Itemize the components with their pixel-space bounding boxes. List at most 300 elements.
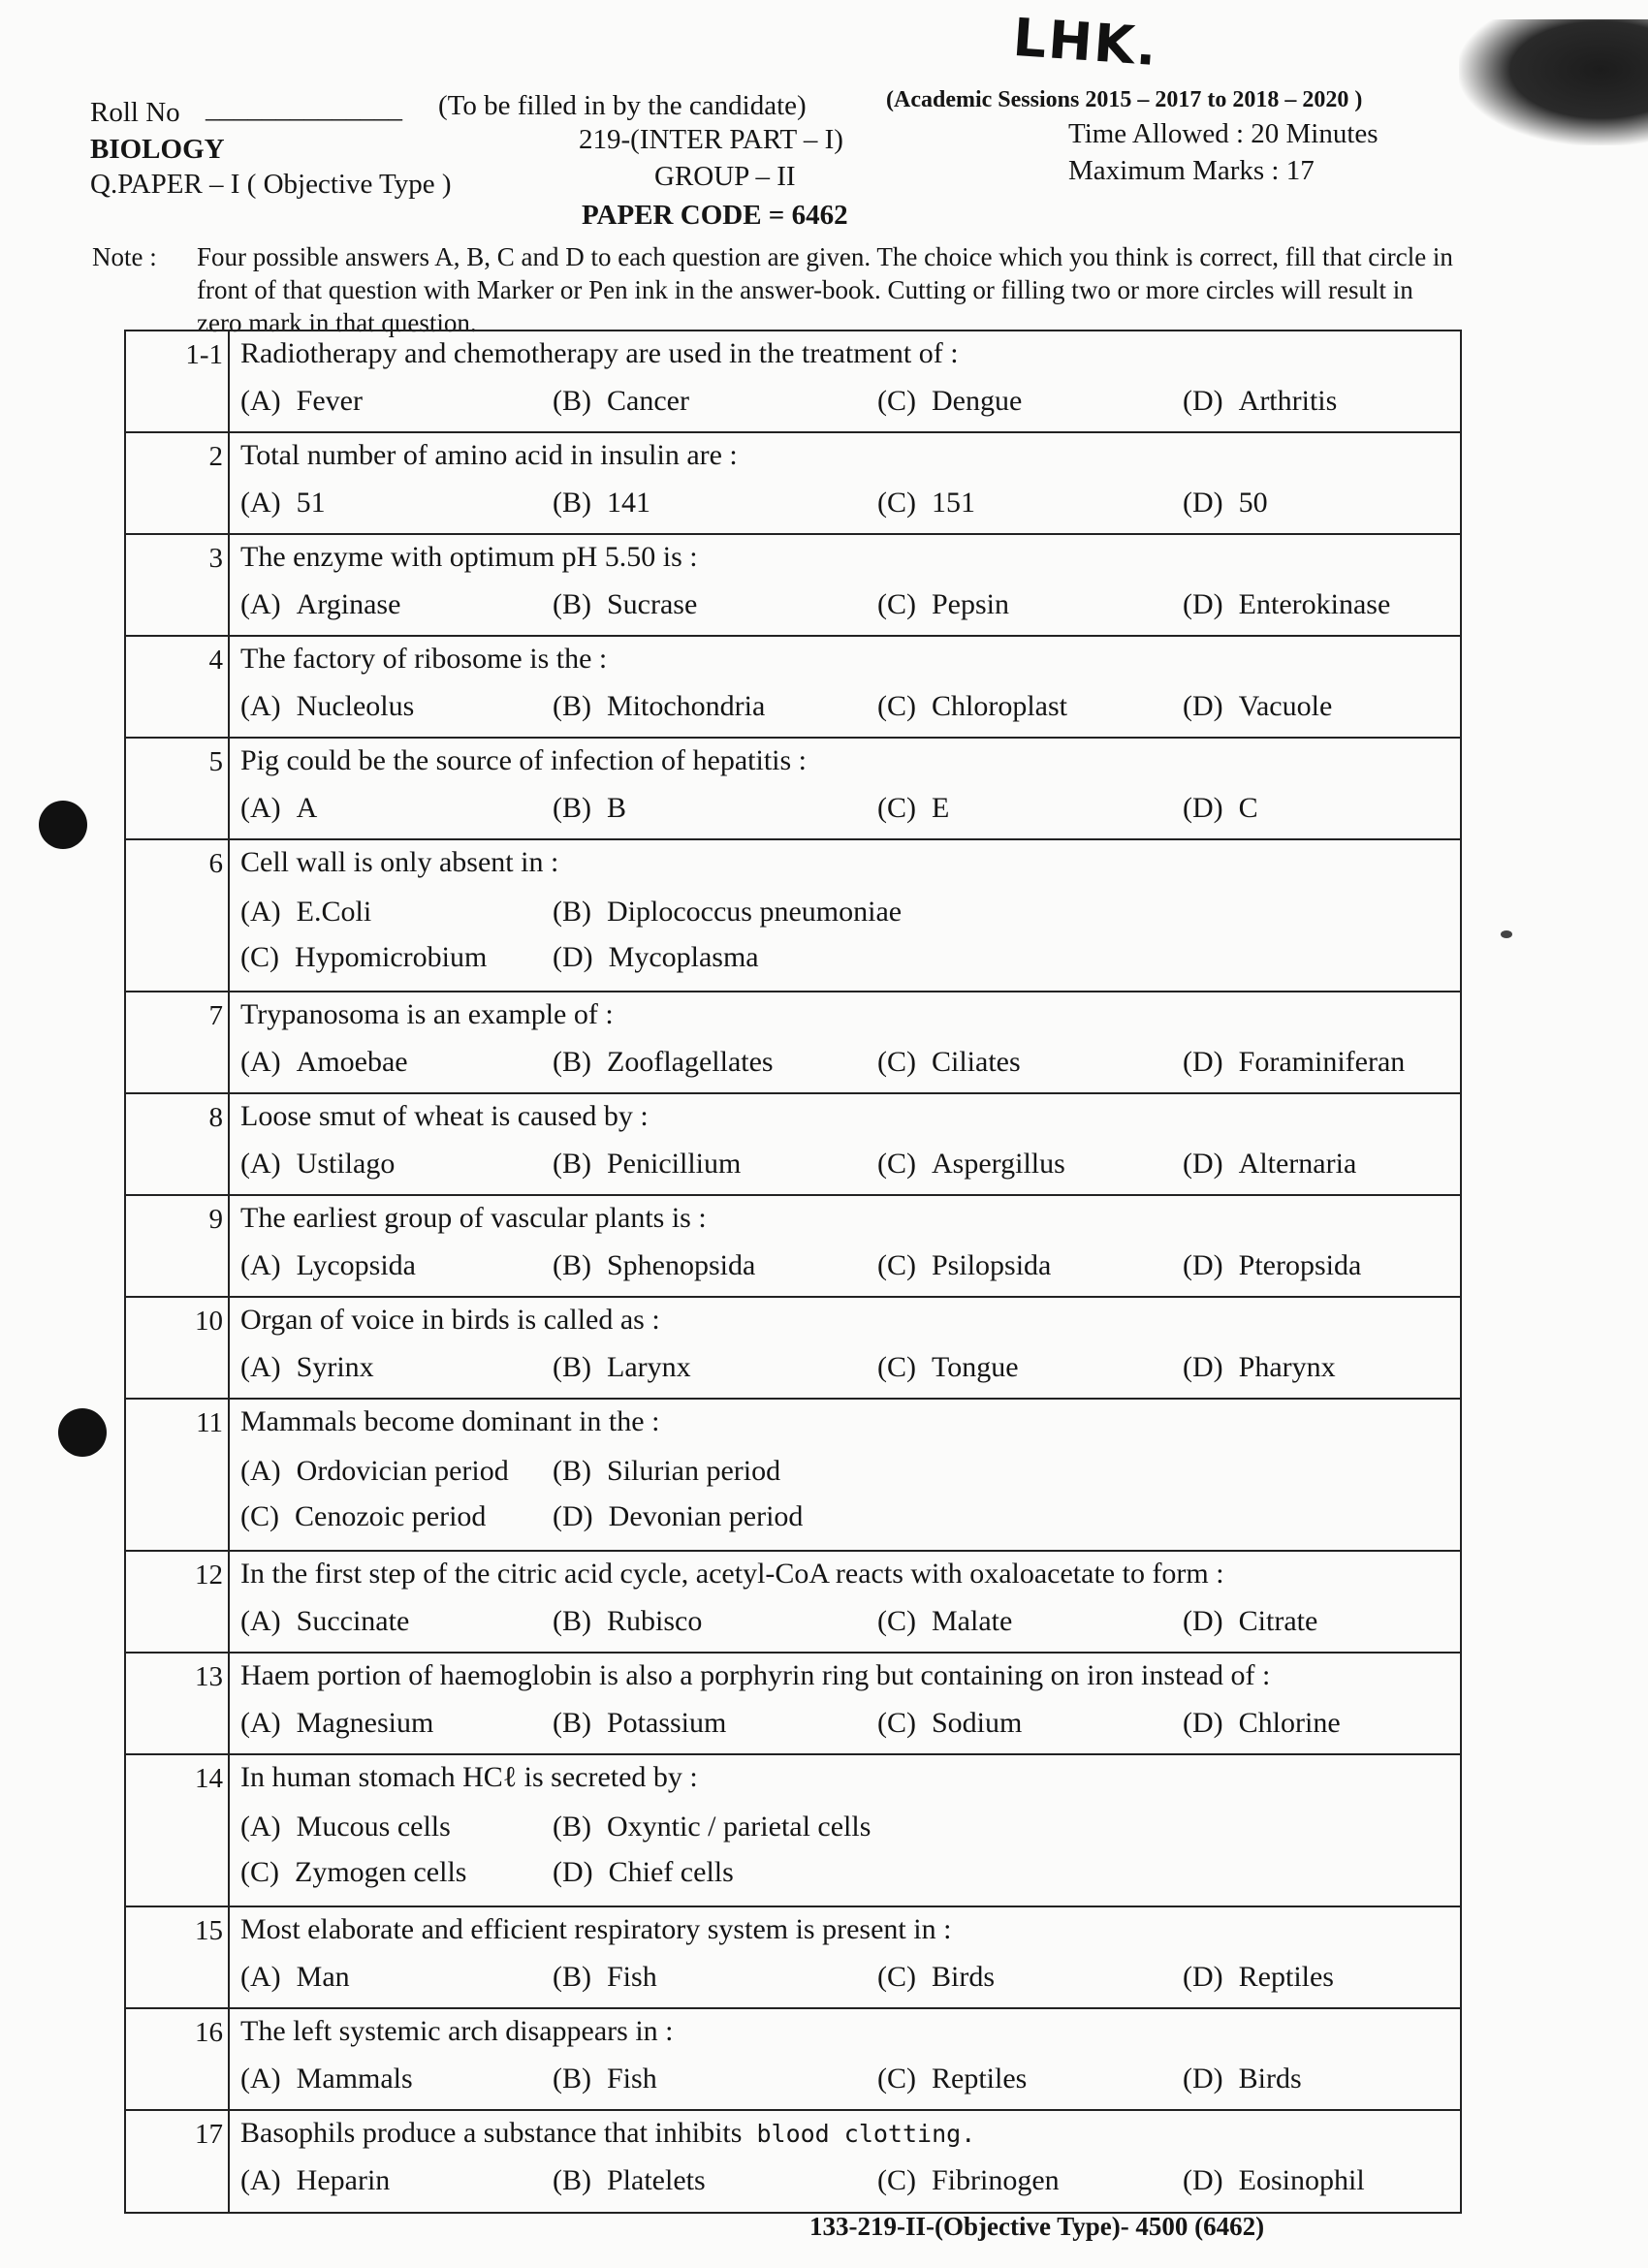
option-letter: (C) <box>877 1046 916 1078</box>
option-text: Magnesium <box>296 1707 434 1739</box>
number-column-divider <box>228 992 230 1092</box>
question-number: 1-1 <box>185 339 223 370</box>
roll-no-field[interactable]: ______________ <box>206 93 402 124</box>
answer-option-c[interactable] <box>877 2164 1060 2197</box>
answer-option-b[interactable] <box>553 1351 691 1384</box>
option-letter: (C) <box>877 487 916 519</box>
option-text: Mitochondria <box>607 690 766 722</box>
option-letter: (A) <box>240 1811 281 1843</box>
answer-option-b[interactable] <box>553 2063 657 2095</box>
option-text: Reptiles <box>932 2063 1028 2095</box>
question-text-main: Radiotherapy and chemotherapy are used in the treatment of : <box>240 337 959 369</box>
option-text: 51 <box>296 487 326 519</box>
option-text: Vacuole <box>1238 690 1333 722</box>
option-text: 151 <box>932 487 975 519</box>
question-row <box>126 1755 1460 1907</box>
option-text: Chief cells <box>608 1856 734 1888</box>
option-letter: (B) <box>553 385 591 417</box>
answer-option-a[interactable] <box>240 792 317 825</box>
answer-option-d[interactable] <box>1183 690 1332 723</box>
answer-option-b[interactable] <box>553 1046 774 1079</box>
question-text-main: Pig could be the source of infection of hepatitis : <box>240 744 808 776</box>
paper-id: 219-(INTER PART – I) <box>579 124 843 155</box>
option-letter: (C) <box>877 792 916 824</box>
option-letter: (A) <box>240 1707 281 1739</box>
option-text: Cenozoic period <box>295 1500 487 1532</box>
option-text: Devonian period <box>608 1500 804 1532</box>
answer-option-c[interactable] <box>240 1500 486 1533</box>
answer-option-d[interactable] <box>553 941 759 974</box>
option-letter: (A) <box>240 1046 281 1078</box>
question-text <box>240 2117 975 2150</box>
option-letter: (C) <box>877 1148 916 1180</box>
option-text: Mammals <box>296 2063 413 2095</box>
question-row <box>126 433 1460 535</box>
option-letter: (D) <box>1183 690 1223 722</box>
option-letter: (D) <box>1183 1148 1223 1180</box>
number-column-divider <box>228 535 230 635</box>
question-text-main: Most elaborate and efficient respiratory system is present in : <box>240 1913 952 1945</box>
option-text: Birds <box>932 1961 996 1993</box>
option-text: Pepsin <box>932 588 1010 620</box>
option-text: Diplococcus pneumoniae <box>607 896 903 928</box>
question-text <box>240 439 738 472</box>
question-row <box>126 840 1460 992</box>
option-letter: (C) <box>877 2063 916 2095</box>
answer-option-a[interactable] <box>240 896 371 929</box>
answer-option-a[interactable] <box>240 690 414 723</box>
question-number: 5 <box>208 746 223 777</box>
question-text <box>240 1558 1224 1591</box>
option-letter: (B) <box>553 487 591 519</box>
question-text-typed: blood clotting. <box>742 2120 976 2148</box>
question-row <box>126 739 1460 840</box>
answer-option-b[interactable] <box>553 588 697 621</box>
answer-option-c[interactable] <box>877 487 975 520</box>
option-text: Foraminiferan <box>1238 1046 1406 1078</box>
option-text: Mycoplasma <box>608 941 759 973</box>
option-text: Nucleolus <box>296 690 415 722</box>
question-text <box>240 1100 649 1133</box>
option-text: Sodium <box>932 1707 1023 1739</box>
option-letter: (B) <box>553 1707 591 1739</box>
option-letter: (D) <box>1183 1605 1223 1637</box>
answer-option-b[interactable] <box>553 1249 755 1282</box>
option-text: A <box>296 792 318 824</box>
option-letter: (A) <box>240 1455 281 1487</box>
questions-table <box>124 330 1462 2214</box>
option-text: Ciliates <box>932 1046 1021 1078</box>
answer-option-d[interactable] <box>1183 2063 1302 2095</box>
option-letter: (D) <box>1183 1249 1223 1281</box>
option-text: Mucous cells <box>296 1811 451 1843</box>
question-row <box>126 1196 1460 1298</box>
question-text-main: The left systemic arch disappears in : <box>240 2015 674 2047</box>
option-text: Fibrinogen <box>932 2164 1060 2196</box>
question-number: 3 <box>208 543 223 574</box>
option-text: Man <box>296 1961 350 1993</box>
handwritten-mark: LHK. <box>1010 6 1160 79</box>
option-letter: (D) <box>1183 588 1223 620</box>
answer-option-a[interactable] <box>240 2164 390 2197</box>
scan-speck <box>1501 930 1512 938</box>
option-text: E <box>932 792 950 824</box>
question-number: 8 <box>208 1102 223 1133</box>
question-text-main: In human stomach HCℓ is secreted by : <box>240 1761 698 1793</box>
option-letter: (C) <box>877 385 916 417</box>
option-letter: (C) <box>877 1605 916 1637</box>
answer-option-d[interactable] <box>1183 1351 1336 1384</box>
answer-option-c[interactable] <box>877 2063 1027 2095</box>
answer-option-a[interactable] <box>240 2063 413 2095</box>
number-column-divider <box>228 1400 230 1550</box>
question-text-main: Loose smut of wheat is caused by : <box>240 1100 649 1132</box>
number-column-divider <box>228 2009 230 2109</box>
question-row <box>126 1552 1460 1654</box>
question-text-main: Mammals become dominant in the : <box>240 1405 660 1437</box>
option-letter: (C) <box>240 1500 279 1532</box>
answer-option-d[interactable] <box>1183 1249 1361 1282</box>
option-text: Zooflagellates <box>607 1046 774 1078</box>
question-text <box>240 541 698 574</box>
question-text <box>240 1761 698 1794</box>
question-text-main: Total number of amino acid in insulin are : <box>240 439 738 471</box>
option-text: 141 <box>607 487 650 519</box>
number-column-divider <box>228 637 230 737</box>
option-text: Citrate <box>1238 1605 1318 1637</box>
answer-option-d[interactable] <box>553 1856 734 1889</box>
question-text-main: Haem portion of haemoglobin is also a porphyrin ring but containing on iron instead of : <box>240 1659 1271 1691</box>
roll-no-label: Roll No <box>90 97 180 128</box>
question-text <box>240 998 614 1031</box>
option-letter: (A) <box>240 690 281 722</box>
option-text: Ustilago <box>296 1148 396 1180</box>
option-text: Arginase <box>296 588 401 620</box>
question-row <box>126 2009 1460 2111</box>
answer-option-b[interactable] <box>553 1961 657 1994</box>
question-row <box>126 1400 1460 1552</box>
option-text: Psilopsida <box>932 1249 1052 1281</box>
option-letter: (A) <box>240 1148 281 1180</box>
question-text-main: The factory of ribosome is the : <box>240 643 608 675</box>
option-letter: (A) <box>240 385 281 417</box>
option-letter: (A) <box>240 1605 281 1637</box>
question-row <box>126 1907 1460 2009</box>
question-row <box>126 1094 1460 1196</box>
question-number: 4 <box>208 645 223 676</box>
answer-option-c[interactable] <box>240 1856 466 1889</box>
answer-option-a[interactable] <box>240 1455 509 1488</box>
question-number: 13 <box>195 1661 223 1692</box>
number-column-divider <box>228 1196 230 1296</box>
option-text: Fever <box>296 385 363 417</box>
option-text: Fish <box>607 2063 657 2095</box>
question-text-main: The enzyme with optimum pH 5.50 is : <box>240 541 698 573</box>
number-column-divider <box>228 840 230 991</box>
option-letter: (D) <box>1183 1707 1223 1739</box>
question-text <box>240 1304 660 1337</box>
question-text <box>240 1913 951 1946</box>
answer-option-c[interactable] <box>877 1249 1051 1282</box>
question-row <box>126 331 1460 433</box>
option-letter: (C) <box>877 1249 916 1281</box>
option-text: Amoebae <box>296 1046 408 1078</box>
answer-option-c[interactable] <box>877 690 1067 723</box>
answer-option-b[interactable] <box>553 1707 726 1740</box>
option-letter: (D) <box>553 1500 593 1532</box>
paper-type: Q.PAPER – I ( Objective Type ) <box>90 169 452 200</box>
option-text: C <box>1238 792 1258 824</box>
option-text: Potassium <box>607 1707 727 1739</box>
option-text: Pteropsida <box>1238 1249 1362 1281</box>
academic-sessions: (Academic Sessions 2015 – 2017 to 2018 – 2020 ) <box>886 87 1363 112</box>
answer-option-c[interactable] <box>877 385 1022 418</box>
option-text: Fish <box>607 1961 657 1993</box>
option-text: B <box>607 792 627 824</box>
option-letter: (A) <box>240 1961 281 1993</box>
answer-option-a[interactable] <box>240 1961 350 1994</box>
answer-option-d[interactable] <box>1183 487 1268 520</box>
option-letter: (D) <box>1183 792 1223 824</box>
option-letter: (D) <box>553 1856 593 1888</box>
option-letter: (A) <box>240 2063 281 2095</box>
number-column-divider <box>228 739 230 838</box>
option-text: Zymogen cells <box>295 1856 467 1888</box>
option-letter: (D) <box>553 941 593 973</box>
max-marks: Maximum Marks : 17 <box>1068 155 1315 186</box>
answer-option-d[interactable] <box>1183 588 1390 621</box>
answer-option-d[interactable] <box>1183 1605 1317 1638</box>
punch-hole <box>58 1408 107 1457</box>
option-text: E.Coli <box>296 896 372 928</box>
answer-option-a[interactable] <box>240 588 400 621</box>
option-text: Rubisco <box>607 1605 703 1637</box>
option-letter: (B) <box>553 2063 591 2095</box>
option-text: Eosinophil <box>1238 2164 1365 2196</box>
option-letter: (D) <box>1183 1351 1223 1383</box>
option-text: Heparin <box>296 2164 391 2196</box>
answer-option-c[interactable] <box>877 1351 1019 1384</box>
answer-option-b[interactable] <box>553 1148 741 1181</box>
option-text: Succinate <box>296 1605 410 1637</box>
fill-instruction: (To be filled in by the candidate) <box>438 90 807 121</box>
option-letter: (D) <box>1183 1046 1223 1078</box>
question-text-main: The earliest group of vascular plants is : <box>240 1202 707 1234</box>
answer-option-d[interactable] <box>1183 1961 1334 1994</box>
option-text: Ordovician period <box>296 1455 509 1487</box>
answer-option-b[interactable] <box>553 1455 780 1488</box>
answer-option-d[interactable] <box>1183 1707 1341 1740</box>
option-text: Arthritis <box>1238 385 1338 417</box>
question-text <box>240 1405 659 1438</box>
answer-option-c[interactable] <box>877 1707 1022 1740</box>
option-letter: (A) <box>240 896 281 928</box>
option-text: Chloroplast <box>932 690 1067 722</box>
question-text <box>240 1202 707 1235</box>
option-text: Penicillium <box>607 1148 742 1180</box>
number-column-divider <box>228 1755 230 1906</box>
question-row <box>126 535 1460 637</box>
question-row <box>126 1654 1460 1755</box>
answer-option-c[interactable] <box>877 1605 1012 1638</box>
question-text <box>240 846 558 879</box>
option-letter: (C) <box>877 690 916 722</box>
number-column-divider <box>228 2111 230 2213</box>
question-number: 10 <box>195 1306 223 1337</box>
question-text-main: Organ of voice in birds is called as : <box>240 1304 660 1336</box>
question-number: 12 <box>195 1559 223 1591</box>
answer-option-a[interactable] <box>240 1605 409 1638</box>
question-text-main: Trypanosoma is an example of : <box>240 998 614 1030</box>
option-text: Malate <box>932 1605 1013 1637</box>
option-text: Chlorine <box>1238 1707 1341 1739</box>
option-letter: (C) <box>877 588 916 620</box>
question-text <box>240 744 807 777</box>
number-column-divider <box>228 1654 230 1753</box>
footer-code: 133-219-II-(Objective Type)- 4500 (6462) <box>809 2212 1265 2241</box>
answer-option-c[interactable] <box>877 588 1009 621</box>
answer-option-b[interactable] <box>553 1605 702 1638</box>
answer-option-b[interactable] <box>553 2164 706 2197</box>
option-text: Platelets <box>607 2164 706 2196</box>
subject-title: BIOLOGY <box>90 134 225 165</box>
option-text: Oxyntic / parietal cells <box>607 1811 872 1843</box>
question-text-main: Cell wall is only absent in : <box>240 846 559 878</box>
number-column-divider <box>228 1907 230 2007</box>
option-letter: (C) <box>877 2164 916 2196</box>
answer-option-b[interactable] <box>553 385 689 418</box>
option-letter: (D) <box>1183 1961 1223 1993</box>
answer-option-d[interactable] <box>1183 792 1258 825</box>
option-text: Cancer <box>607 385 689 417</box>
option-text: Alternaria <box>1238 1148 1357 1180</box>
question-number: 16 <box>195 2017 223 2048</box>
question-text <box>240 643 607 676</box>
question-text-main: In the first step of the citric acid cycle, acetyl-CoA reacts with oxaloacetate to form : <box>240 1558 1224 1590</box>
option-letter: (B) <box>553 1351 591 1383</box>
number-column-divider <box>228 331 230 431</box>
option-letter: (D) <box>1183 2164 1223 2196</box>
option-letter: (D) <box>1183 487 1223 519</box>
option-letter: (D) <box>1183 2063 1223 2095</box>
option-letter: (C) <box>240 1856 279 1888</box>
question-number: 2 <box>208 441 223 472</box>
answer-option-d[interactable] <box>1183 2164 1365 2197</box>
question-number: 15 <box>195 1915 223 1946</box>
number-column-divider <box>228 433 230 533</box>
answer-option-b[interactable] <box>553 1811 871 1843</box>
option-letter: (B) <box>553 1961 591 1993</box>
answer-option-d[interactable] <box>1183 1046 1405 1079</box>
option-letter: (B) <box>553 1148 591 1180</box>
note-text: Four possible answers A, B, C and D to each question are given. The choice which you think is correct, fill that circle in front of that question with Marker or Pen ink in the answer-book. Cutting or filling two or more circles will result in zero mark in that question. <box>197 242 1453 337</box>
answer-option-b[interactable] <box>553 792 626 825</box>
option-text: Sphenopsida <box>607 1249 756 1281</box>
answer-option-a[interactable] <box>240 385 363 418</box>
option-text: Reptiles <box>1238 1961 1334 1993</box>
answer-option-d[interactable] <box>553 1500 803 1533</box>
option-text: Enterokinase <box>1238 588 1391 620</box>
answer-option-a[interactable] <box>240 1811 451 1843</box>
answer-option-d[interactable] <box>1183 1148 1356 1181</box>
question-number: 11 <box>196 1407 223 1438</box>
scan-blot <box>1459 19 1648 145</box>
option-text: Tongue <box>932 1351 1019 1383</box>
question-text <box>240 1659 1270 1692</box>
answer-option-c[interactable] <box>877 1046 1021 1079</box>
answer-option-d[interactable] <box>1183 385 1337 418</box>
option-letter: (B) <box>553 690 591 722</box>
question-number: 9 <box>208 1204 223 1235</box>
question-number: 6 <box>208 848 223 879</box>
option-text: Silurian period <box>607 1455 781 1487</box>
option-text: Sucrase <box>607 588 698 620</box>
punch-hole <box>39 801 87 849</box>
number-column-divider <box>228 1552 230 1652</box>
number-column-divider <box>228 1298 230 1398</box>
answer-option-c[interactable] <box>240 941 487 974</box>
option-text: Larynx <box>607 1351 691 1383</box>
option-letter: (A) <box>240 792 281 824</box>
option-letter: (B) <box>553 1605 591 1637</box>
note-label: Note : <box>92 242 157 271</box>
option-letter: (C) <box>877 1351 916 1383</box>
group-label: GROUP – II <box>654 161 796 192</box>
answer-option-b[interactable] <box>553 896 902 929</box>
answer-option-a[interactable] <box>240 1707 433 1740</box>
option-letter: (A) <box>240 1351 281 1383</box>
option-text: 50 <box>1238 487 1268 519</box>
option-letter: (B) <box>553 1249 591 1281</box>
question-number: 17 <box>195 2119 223 2150</box>
paper-code: PAPER CODE = 6462 <box>582 200 848 231</box>
answer-option-a[interactable] <box>240 487 326 520</box>
option-letter: (A) <box>240 1249 281 1281</box>
answer-option-a[interactable] <box>240 1046 408 1079</box>
option-letter: (C) <box>240 941 279 973</box>
answer-option-a[interactable] <box>240 1249 416 1282</box>
answer-option-b[interactable] <box>553 690 765 723</box>
option-letter: (D) <box>1183 385 1223 417</box>
option-letter: (A) <box>240 588 281 620</box>
option-letter: (B) <box>553 2164 591 2196</box>
answer-option-c[interactable] <box>877 1148 1065 1181</box>
option-letter: (B) <box>553 588 591 620</box>
question-row <box>126 992 1460 1094</box>
option-letter: (B) <box>553 896 591 928</box>
option-letter: (A) <box>240 2164 281 2196</box>
option-text: Aspergillus <box>932 1148 1065 1180</box>
option-text: Pharynx <box>1238 1351 1336 1383</box>
option-text: Lycopsida <box>296 1249 416 1281</box>
answer-option-a[interactable] <box>240 1351 374 1384</box>
question-text-main: Basophils produce a substance that inhibits <box>240 2117 743 2149</box>
question-text <box>240 2015 674 2048</box>
answer-option-c[interactable] <box>877 1961 995 1994</box>
time-allowed: Time Allowed : 20 Minutes <box>1068 118 1379 149</box>
option-letter: (B) <box>553 792 591 824</box>
number-column-divider <box>228 1094 230 1194</box>
option-text: Hypomicrobium <box>295 941 488 973</box>
option-letter: (C) <box>877 1961 916 1993</box>
option-text: Dengue <box>932 385 1023 417</box>
option-letter: (A) <box>240 487 281 519</box>
question-text <box>240 337 959 370</box>
option-letter: (B) <box>553 1455 591 1487</box>
answer-option-a[interactable] <box>240 1148 395 1181</box>
answer-option-c[interactable] <box>877 792 949 825</box>
answer-option-b[interactable] <box>553 487 650 520</box>
